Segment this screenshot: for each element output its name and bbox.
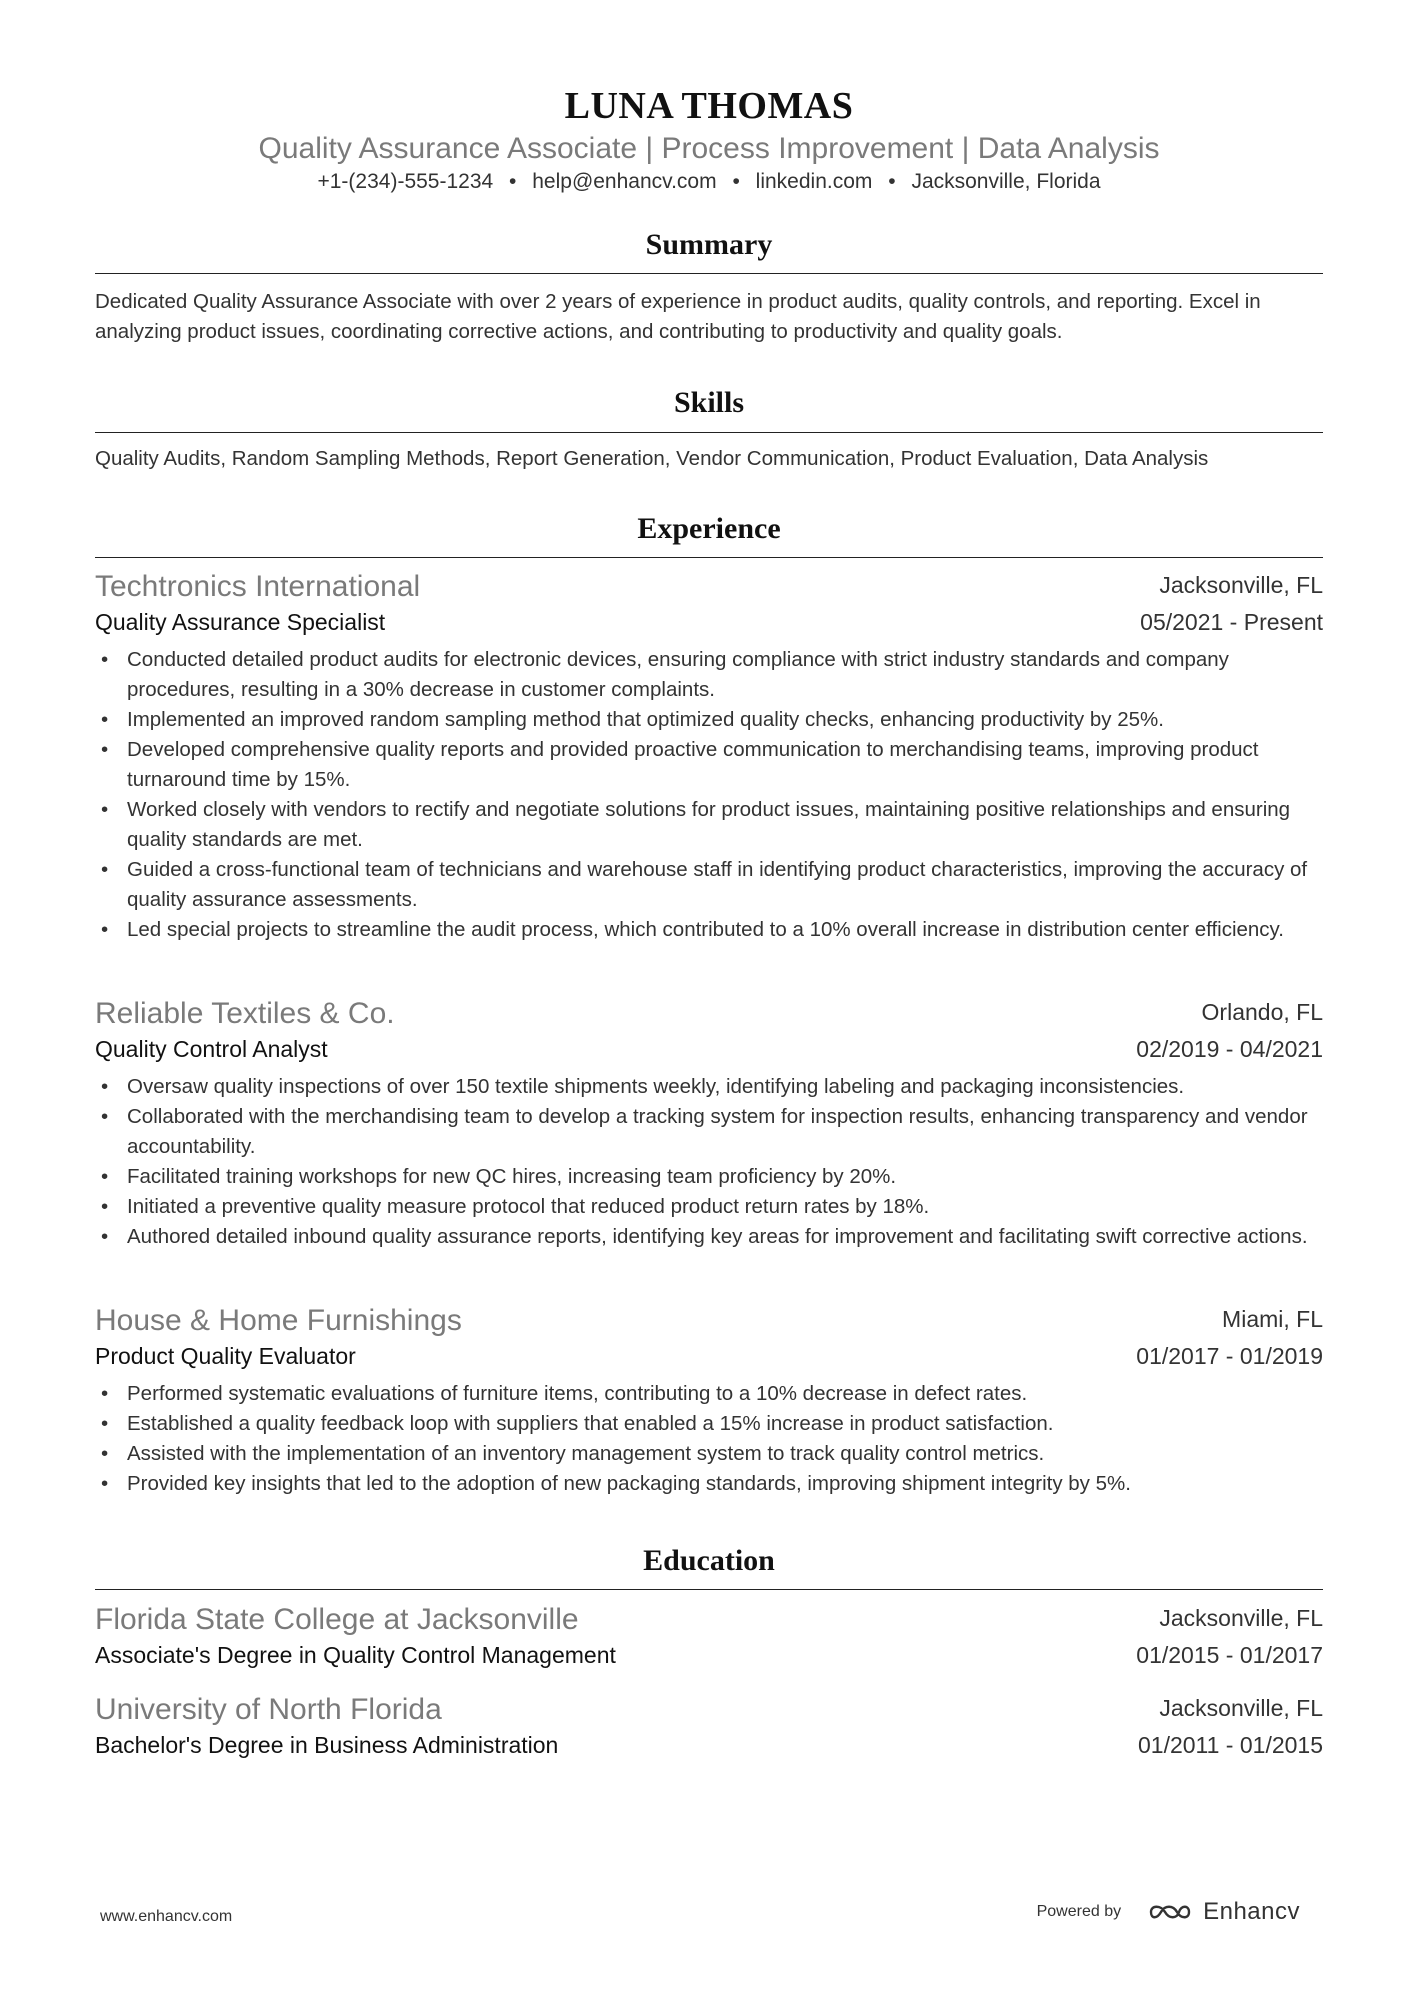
phone[interactable]: +1-(234)-555-1234 xyxy=(317,170,494,193)
skills-divider xyxy=(95,432,1323,433)
experience-title: Experience xyxy=(637,512,781,545)
degree: Associate's Degree in Quality Control Management xyxy=(95,1642,616,1668)
job-bullets xyxy=(95,645,1323,945)
enhancv-logo-icon xyxy=(1147,1900,1193,1924)
list-item: • Led special projects to streamline the audit process, which contributed to a 10% overall increase in distribution center efficiency. xyxy=(95,915,1323,945)
list-item: • Initiated a preventive quality measure protocol that reduced product return rates by 18%. xyxy=(95,1192,1323,1222)
school-dates: 01/2011 - 01/2015 xyxy=(1137,1732,1323,1758)
job-location: Jacksonville, FL xyxy=(1159,572,1323,598)
experience-divider xyxy=(95,557,1323,558)
list-item: • Conducted detailed product audits for electronic devices, ensuring compliance with strict industry standards and company procedures, resulting in a 30% decrease in customer complaints. xyxy=(95,645,1323,705)
job-dates: 02/2019 - 04/2021 xyxy=(1136,1036,1323,1062)
separator-dot: • xyxy=(732,170,740,193)
list-item: • Guided a cross-functional team of technicians and warehouse staff in identifying product characteristics, improving the accuracy of quality assurance assessments. xyxy=(95,855,1323,915)
list-item: • Collaborated with the merchandising team to develop a tracking system for inspection results, enhancing transparency and vendor accountability. xyxy=(95,1102,1323,1162)
school-location: Jacksonville, FL xyxy=(1159,1605,1323,1631)
job-company: Techtronics International xyxy=(95,570,421,603)
job-dates: 01/2017 - 01/2019 xyxy=(1136,1343,1323,1369)
powered-by-label: Powered by xyxy=(1036,1903,1122,1920)
list-item: • Established a quality feedback loop with suppliers that enabled a 15% increase in product satisfaction. xyxy=(95,1409,1323,1439)
location: Jacksonville, Florida xyxy=(911,170,1101,193)
school-dates: 01/2015 - 01/2017 xyxy=(1136,1642,1323,1668)
job-role: Product Quality Evaluator xyxy=(95,1343,356,1369)
job-dates: 05/2021 - Present xyxy=(1140,609,1323,635)
school-location: Jacksonville, FL xyxy=(1159,1695,1323,1721)
job-role: Quality Control Analyst xyxy=(95,1036,328,1062)
contact-line xyxy=(95,168,1323,196)
job-company: House & Home Furnishings xyxy=(95,1304,462,1337)
summary-text: Dedicated Quality Assurance Associate with over 2 years of experience in product audits, quality controls, and reporting. Excel in analyzing product issues, coordinating corrective actions, and contributing to productivity and quality goals. xyxy=(95,290,1261,343)
job-role: Quality Assurance Specialist xyxy=(95,609,386,635)
email[interactable]: help@enhancv.com xyxy=(532,170,717,193)
skills-title: Skills xyxy=(673,386,745,419)
job-bullets xyxy=(95,1379,1323,1499)
job-bullets xyxy=(95,1072,1323,1252)
job-company: Reliable Textiles & Co. xyxy=(95,997,395,1030)
linkedin[interactable]: linkedin.com xyxy=(755,170,873,193)
list-item: • Developed comprehensive quality reports and provided proactive communication to merchandising teams, improving product turnaround time by 15%. xyxy=(95,735,1323,795)
job-location: Miami, FL xyxy=(1222,1306,1323,1332)
list-item: • Performed systematic evaluations of furniture items, contributing to a 10% decrease in defect rates. xyxy=(95,1379,1323,1409)
school-name: Florida State College at Jacksonville xyxy=(95,1603,579,1636)
list-item: • Worked closely with vendors to rectify and negotiate solutions for product issues, maintaining positive relationships and ensuring quality standards are met. xyxy=(95,795,1323,855)
list-item: • Implemented an improved random sampling method that optimized quality checks, enhancing productivity by 25%. xyxy=(95,705,1323,735)
list-item: • Provided key insights that led to the adoption of new packaging standards, improving shipment integrity by 5%. xyxy=(95,1469,1323,1499)
summary-divider xyxy=(95,273,1323,274)
separator-dot: • xyxy=(888,170,896,193)
list-item: • Authored detailed inbound quality assurance reports, identifying key areas for improvement and facilitating swift corrective actions. xyxy=(95,1222,1323,1252)
degree: Bachelor's Degree in Business Administration xyxy=(95,1732,559,1758)
list-item: • Oversaw quality inspections of over 150 textile shipments weekly, identifying labeling and packaging inconsistencies. xyxy=(95,1072,1323,1102)
education-divider xyxy=(95,1589,1323,1590)
headline: Quality Assurance Associate | Process Improvement | Data Analysis xyxy=(258,132,1160,165)
footer-website[interactable]: www.enhancv.com xyxy=(100,1908,233,1925)
separator-dot: • xyxy=(509,170,517,193)
footer-branding xyxy=(1037,1898,1300,1926)
brand-name: Enhancv xyxy=(1203,1898,1300,1925)
school-name: University of North Florida xyxy=(95,1693,442,1726)
list-item: • Assisted with the implementation of an inventory management system to track quality control metrics. xyxy=(95,1439,1323,1469)
education-title: Education xyxy=(643,1544,775,1577)
candidate-name: LUNA THOMAS xyxy=(564,85,854,127)
list-item: • Facilitated training workshops for new QC hires, increasing team proficiency by 20%. xyxy=(95,1162,1323,1192)
job-location: Orlando, FL xyxy=(1201,999,1323,1025)
enhancv-brand[interactable] xyxy=(1147,1898,1300,1926)
summary-title: Summary xyxy=(645,228,773,261)
skills-text: Quality Audits, Random Sampling Methods, Report Generation, Vendor Communication, Product Evaluation, Data Analysis xyxy=(95,447,1209,470)
